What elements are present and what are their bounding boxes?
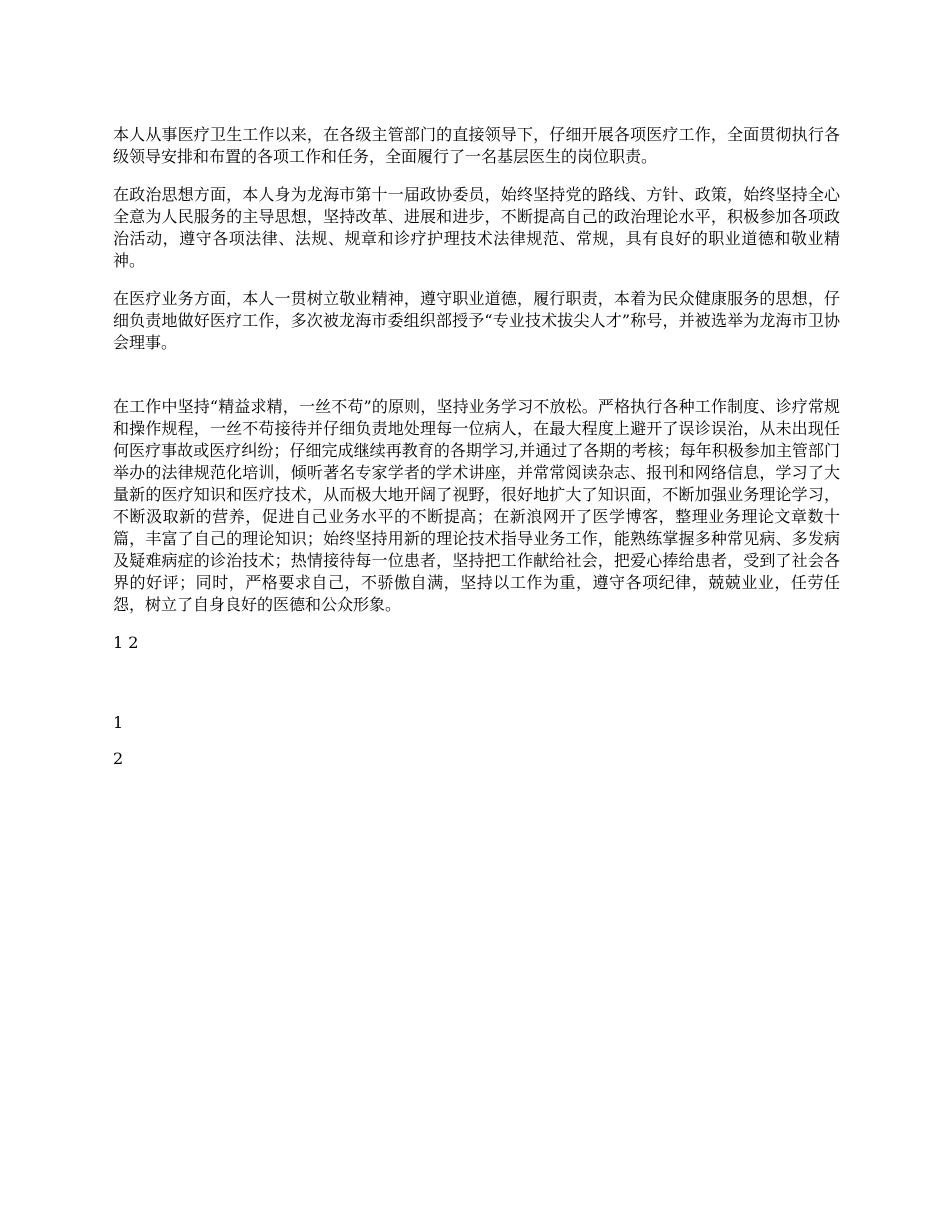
document-body bbox=[113, 124, 840, 770]
paragraph-work: 在工作中坚持“精益求精，一丝不苟”的原则，坚持业务学习不放松。严格执行各种工作制度、诊疗常规和操作规程，一丝不苟接待并仔细负责地处理每一位病人，在最大程度上避开了误诊误治，从未出现任何医疗事故或医疗纠纷；仔细完成继续再教育的各期学习,并通过了各期的考核；每年积极参加主管部门举办的法律规范化培训，倾听著名专家学者的学术讲座，并常常阅读杂志、报刊和网络信息，学习了大量新的医疗知识和医疗技术，从而极大地开阔了视野，很好地扩大了知识面，不断加强业务理论学习，不断汲取新的营养，促进自己业务水平的不断提高；在新浪网开了医学博客，整理业务理论文章数十篇，丰富了自己的理论知识；始终坚持用新的理论技术指导业务工作，能熟练掌握多种常见病、多发病及疑难病症的诊治技术；热情接待每一位患者，坚持把工作献给社会，把爱心捧给患者，受到了社会各界的好评；同时，严格要求自己，不骄傲自满，坚持以工作为重，遵守各项纪律，兢兢业业，任劳任怨，树立了自身良好的医德和公众形象。 bbox=[113, 397, 840, 614]
paragraph-medical: 在医疗业务方面，本人一贯树立敬业精神，遵守职业道德，履行职责，本着为民众健康服务的思想，仔细负责地做好医疗工作，多次被龙海市委组织部授予“专业技术拔尖人才”称号，并被选举为龙海市卫协会理事。 bbox=[113, 289, 840, 352]
page-numbers-inline: 1 2 bbox=[113, 633, 139, 652]
paragraph-intro: 本人从事医疗卫生工作以来，在各级主管部门的直接领导下，仔细开展各项医疗工作，全面贯彻执行各级领导安排和布置的各项工作和任务，全面履行了一名基层医生的岗位职责。 bbox=[113, 125, 840, 166]
page-number-1: 1 bbox=[113, 713, 124, 732]
paragraph-political: 在政治思想方面，本人身为龙海市第十一届政协委员，始终坚持党的路线、方针、政策，始终坚持全心全意为人民服务的主导思想，坚持改革、进展和进步，不断提高自己的政治理论水平，积极参加各项政治活动，遵守各项法律、法规、规章和诊疗护理技术法律规范、常规，具有良好的职业道德和敬业精神。 bbox=[113, 185, 840, 270]
page-number-2: 2 bbox=[113, 749, 124, 768]
section-gap bbox=[113, 370, 840, 396]
